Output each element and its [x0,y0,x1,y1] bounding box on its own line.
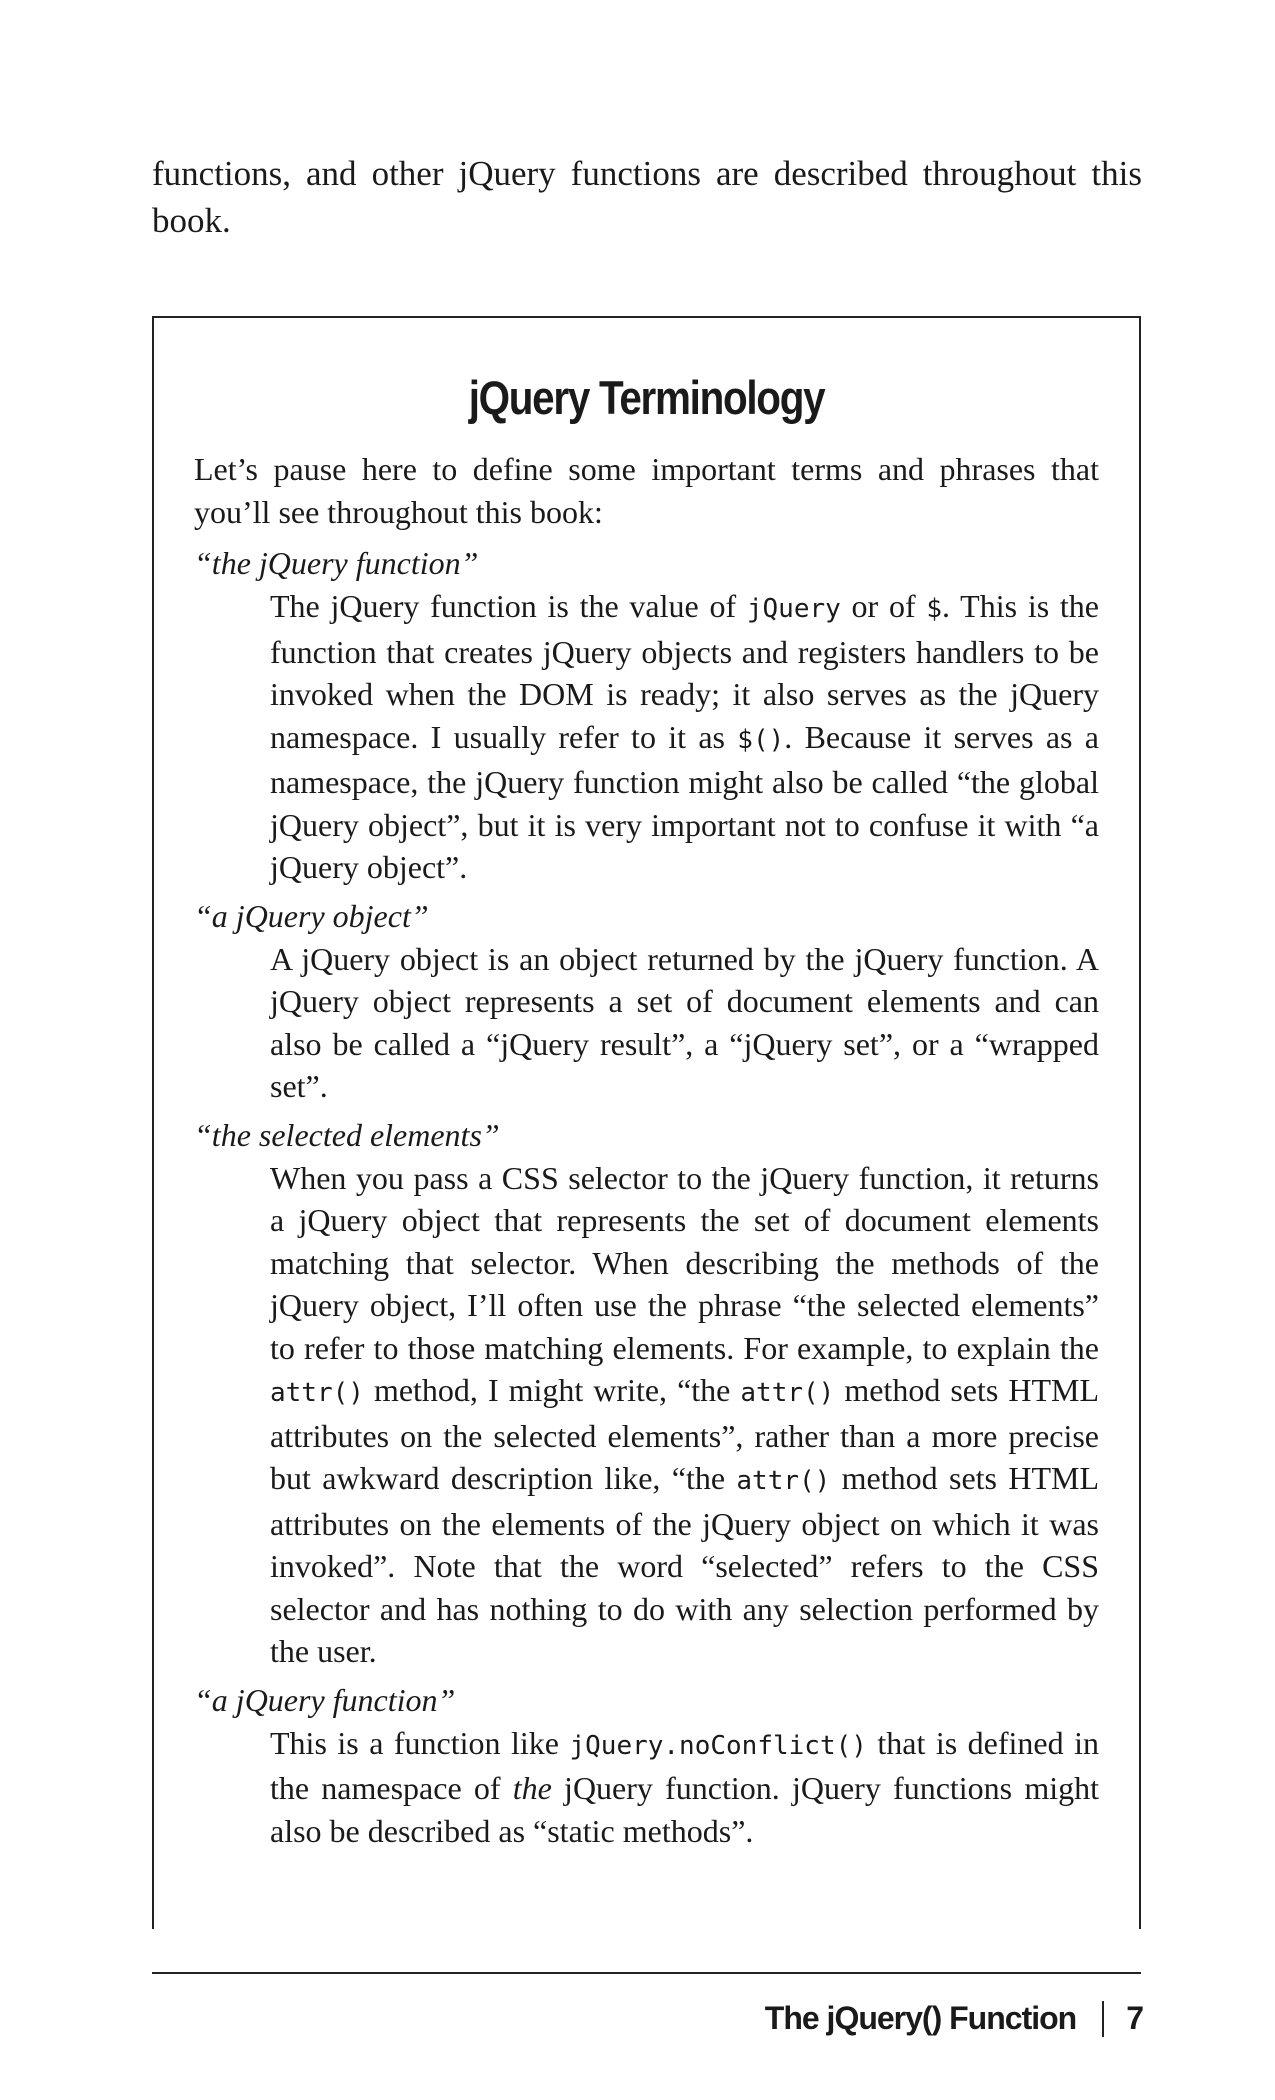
term-heading: “the jQuery function” [194,545,479,581]
term-heading: “a jQuery function” [194,1681,456,1718]
footer-section-title: The jQuery() Function [764,2000,1077,2036]
footer-rule [152,1972,1141,1974]
page-number: 7 [1126,2000,1143,2036]
code-span: jQuery.noConflict() [569,1730,867,1761]
term-definition: This is a function like jQuery.noConflict() that is defined in the namespace of the jQuery function. jQuery functions might also be described as “static methods”. [270,1724,1100,1849]
term-definition: When you pass a CSS selector to the jQuery function, it returns a jQuery object that represents the set of document elements matching that selector. When describing the methods of the jQuery object, I’ll often use the phrase “the selected elements” to refer to those matching elements. For example, to explain the attr() method, I might write, “the attr() method sets HTML attributes on the selected elements”, rather than a more precise but awkward description like, “the attr() method sets HTML attributes on the elements of the jQuery object on which it was invoked”. Note that the word “selected” refers to the CSS selector and has nothing to do with any selection performed by the user. [270,1159,1100,1669]
code-span: attr() [736,1466,831,1496]
intro-paragraph: functions, and other jQuery functions are described throughout this book. [152,154,1142,240]
sidebar-title: jQuery Terminology [468,371,825,424]
sidebar-intro: Let’s pause here to define some important terms and phrases that you’ll see throughout this book: [194,451,1099,530]
footer-separator [1102,2001,1104,2037]
code-span: $ [926,594,943,624]
term-heading: “a jQuery object” [194,897,429,934]
code-span: jQuery [746,594,841,624]
emphasis: the [512,1770,552,1806]
code-span: attr() [270,1378,364,1408]
code-span: attr() [740,1378,835,1408]
term-definition: The jQuery function is the value of jQuery or of $. This is the function that creates jQuery objects and registers handlers to be invoked when the DOM is ready; it also serves as the jQuery namespace. I usually refer to it as $(). Because it serves as a namespace, the jQuery function might also be called “the global jQuery object”, but it is very important not to confuse it with “a jQuery object”. [270,588,1100,885]
page-footer [765,2000,1143,2037]
term-heading: “the selected elements” [194,1116,500,1153]
terminology-sidebar [152,316,1141,1929]
term-list [194,542,1099,1852]
code-span: $() [737,724,785,755]
term-definition: A jQuery object is an object returned by the jQuery function. A jQuery object represents a set of document elements and can also be called a “jQuery result”, a “jQuery set”, or a “wrapped set”. [270,940,1099,1104]
